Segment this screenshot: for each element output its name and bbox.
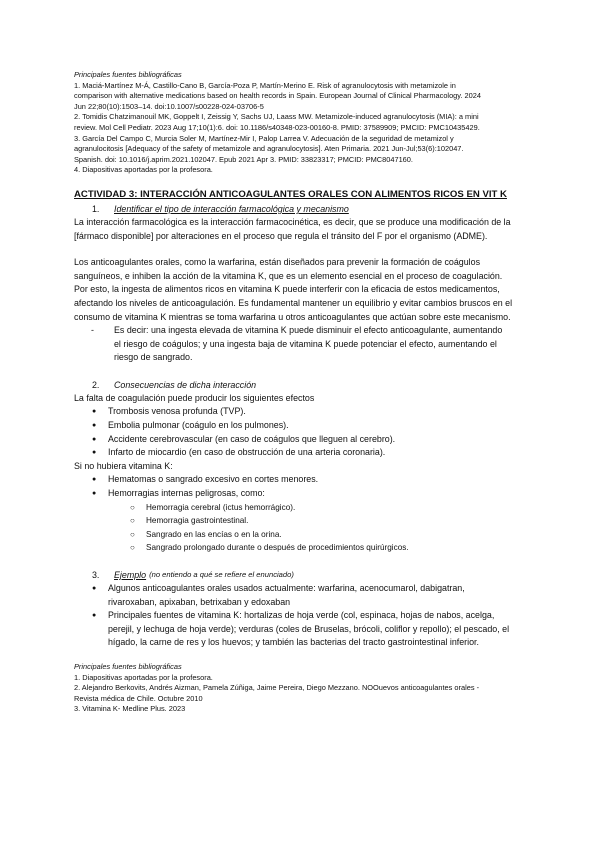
activity-title: ACTIVIDAD 3: INTERACCIÓN ANTICOAGULANTES ORALES CON ALIMENTOS RICOS EN VIT K xyxy=(74,188,507,200)
reference-line: 3. García Del Campo C, Murcia Soler M, Martínez-Mir I, Palop Larrea V. Adecuación de la seguridad de metamizol y xyxy=(74,133,454,143)
list-item: ○ Sangrado prolongado durante o después de procedimientos quirúrgicos. xyxy=(74,541,534,555)
section-number: 1. xyxy=(92,203,100,214)
dash-list xyxy=(74,324,534,365)
circle-bullet-icon: ○ xyxy=(130,516,135,526)
text-line: riesgo de sangrado. xyxy=(114,352,193,363)
reference-line: 2. Tomidis Chatzimanouil MK, Goppelt I, Zeissig Y, Sachs UJ, Laass MW. Metamizole-induced agranulocytosis (MIA): a mini xyxy=(74,112,479,122)
list-item-continuation: perejil, y lechuga de hoja verde); verduras (coles de Bruselas, brócoli, coliflor y repollo); el pescado, el xyxy=(108,623,510,634)
list-item-continuation: hígado, la carne de res y los huevos; y también las bacterias del tracto gastrointestinal inferior. xyxy=(108,637,479,648)
reference-line: 4. Diapositivas aportadas por la profesora. xyxy=(74,165,213,175)
bullet-icon: ● xyxy=(92,476,97,484)
circle-bullet-icon: ○ xyxy=(130,502,135,512)
section-number: 2. xyxy=(92,379,100,390)
section-title: Consecuencias de dicha interacción xyxy=(114,379,257,390)
references-section-top xyxy=(74,70,534,176)
section-3-heading xyxy=(74,568,534,582)
section-1-paragraph-1 xyxy=(74,216,534,243)
list-item: ● Trombosis venosa profunda (TVP). xyxy=(74,405,534,419)
reference-line: 1. Maciá-Martínez M-Á, Castillo-Cano B, García-Poza P, Martín-Merino E. Risk of agranulocytosis with metamizole in xyxy=(74,80,456,90)
bullet-icon: ● xyxy=(92,612,97,620)
list-item: ○ Hemorragia gastrointestinal. xyxy=(74,514,534,528)
section-title: Ejemplo xyxy=(114,570,147,580)
text-line: consumo de vitamina K mientras se toma warfarina u otros anticoagulantes que actúan sobre este mecanismo. xyxy=(74,311,511,322)
section-1-heading xyxy=(74,202,534,216)
text-line: La interacción farmacológica es la interacción farmacocinética, es decir, que se produce una modificación de la xyxy=(74,216,511,227)
list-item-continuation xyxy=(74,338,534,352)
text-line: afectando los niveles de anticoagulación. Es fundamental mantener un equilibrio y evitar cambios bruscos en el xyxy=(74,297,513,308)
list-item: ● Infarto de miocardio (en caso de obstrucción de una arteria coronaria). xyxy=(74,446,534,460)
reference-line: 3. Vitamina K- Medline Plus. 2023 xyxy=(74,704,186,714)
section-2-heading xyxy=(74,378,534,392)
text-line: Los anticoagulantes orales, como la warfarina, están diseñados para prevenir la formación de coágulos xyxy=(74,257,481,268)
section-2-intro: La falta de coagulación puede producir los siguientes efectos xyxy=(74,392,315,403)
text-line: [fármaco disponible] por alteraciones en el proceso que regula el tránsito del F por el organismo (ADME). xyxy=(74,230,488,241)
reference-line: review. Mol Cell Pediatr. 2023 Aug 17;10(1):6. doi: 10.1186/s40348-023-00160-8. PMID: 37589909; PMCID: PMC10435429. xyxy=(74,122,480,132)
bullet-icon: ● xyxy=(92,422,97,430)
dash-marker: - xyxy=(91,325,94,336)
reference-line: 2. Alejandro Berkovits, Andrés Aizman, Pamela Zúñiga, Jaime Pereira, Diego Mezzano. NOOuevos anticoagulantes orales - xyxy=(74,683,480,693)
section-number: 3. xyxy=(92,570,100,580)
references-title: Principales fuentes bibliográficas xyxy=(74,70,182,79)
bullet-icon: ● xyxy=(92,408,97,416)
text-line: Es decir: una ingesta elevada de vitamina K puede disminuir el efecto anticoagulante, aumentando xyxy=(114,325,503,336)
reference-line: Spanish. doi: 10.1016/j.aprim.2021.102047. Epub 2021 Apr 3. PMID: 33823317; PMCID: PMC8047160. xyxy=(74,154,413,164)
list-item-continuation: rivaroxaban, apixaban, betrixaban y edoxaban xyxy=(108,596,291,607)
circle-bullet-icon: ○ xyxy=(130,543,135,553)
list-item: ○ Sangrado en las encías o en la orina. xyxy=(74,528,534,542)
section-1-paragraph-2 xyxy=(74,256,534,324)
text-line: el riesgo de coágulos; y una ingesta baja de vitamina K puede potenciar el efecto, aumentando el xyxy=(114,338,497,349)
references-title: Principales fuentes bibliográficas xyxy=(74,661,182,671)
list-item: ● Hematomas o sangrado excesivo en cortes menores. xyxy=(74,473,534,487)
document-page xyxy=(74,70,534,715)
hemorrhage-sublist xyxy=(74,501,534,555)
list-item: ○ Hemorragia cerebral (ictus hemorrágico). xyxy=(74,501,534,515)
list-item: ● Algunos anticoagulantes orales usados actualmente: warfarina, acenocumarol, dabigatran, xyxy=(74,582,534,596)
section-2-intro-2: Si no hubiera vitamina K: xyxy=(74,460,173,471)
bullet-icon: ● xyxy=(92,585,97,592)
section-title: Identificar el tipo de interacción farmacológica y mecanismo xyxy=(114,203,349,214)
reference-line: Revista médica de Chile. Octubre 2010 xyxy=(74,693,203,703)
references-section-bottom xyxy=(74,662,534,715)
no-vitamin-k-list xyxy=(74,473,534,500)
reference-line: Jun 22;80(10):1503–14. doi:10.1007/s00228-024-03706-5 xyxy=(74,101,264,111)
reference-line: 1. Diapositivas aportadas por la profesora. xyxy=(74,672,213,682)
circle-bullet-icon: ○ xyxy=(130,529,135,539)
list-item: ● Embolia pulmonar (coágulo en los pulmones). xyxy=(74,419,534,433)
list-item-continuation xyxy=(74,351,534,365)
list-item: ● Accidente cerebrovascular (en caso de coágulos que lleguen al cerebro). xyxy=(74,433,534,447)
example-list xyxy=(74,582,534,650)
bullet-icon: ● xyxy=(92,435,97,443)
list-item: ● Hemorragias internas peligrosas, como: xyxy=(74,487,534,501)
list-item xyxy=(74,324,534,338)
section-note: (no entiendo a qué se refiere el enunciado) xyxy=(149,570,294,579)
bullet-icon: ● xyxy=(92,449,97,457)
list-item: ● Principales fuentes de vitamina K: hortalizas de hoja verde (col, espinaca, hojas de nabos, acelga, xyxy=(74,609,534,623)
bullet-icon: ● xyxy=(92,490,97,498)
reference-line: agranulocitosis [Adequacy of the safety of metamizole and agranulocytosis]. Aten Primaria. 2021 Jun-Jul;53(6):102047. xyxy=(74,144,464,154)
text-line: Por esto, la ingesta de alimentos ricos en vitamina K puede interferir con la eficacia de estos medicamentos, xyxy=(74,284,500,295)
effects-list xyxy=(74,405,534,459)
reference-line: comparison with alternative medications based on health records in Spain. European Journal of Clinical Pharmacology. 2024 xyxy=(74,91,481,101)
text-line: sanguíneos, e inhiben la acción de la vitamina K, que es un elemento esencial en el proceso de coagulación. xyxy=(74,270,503,281)
